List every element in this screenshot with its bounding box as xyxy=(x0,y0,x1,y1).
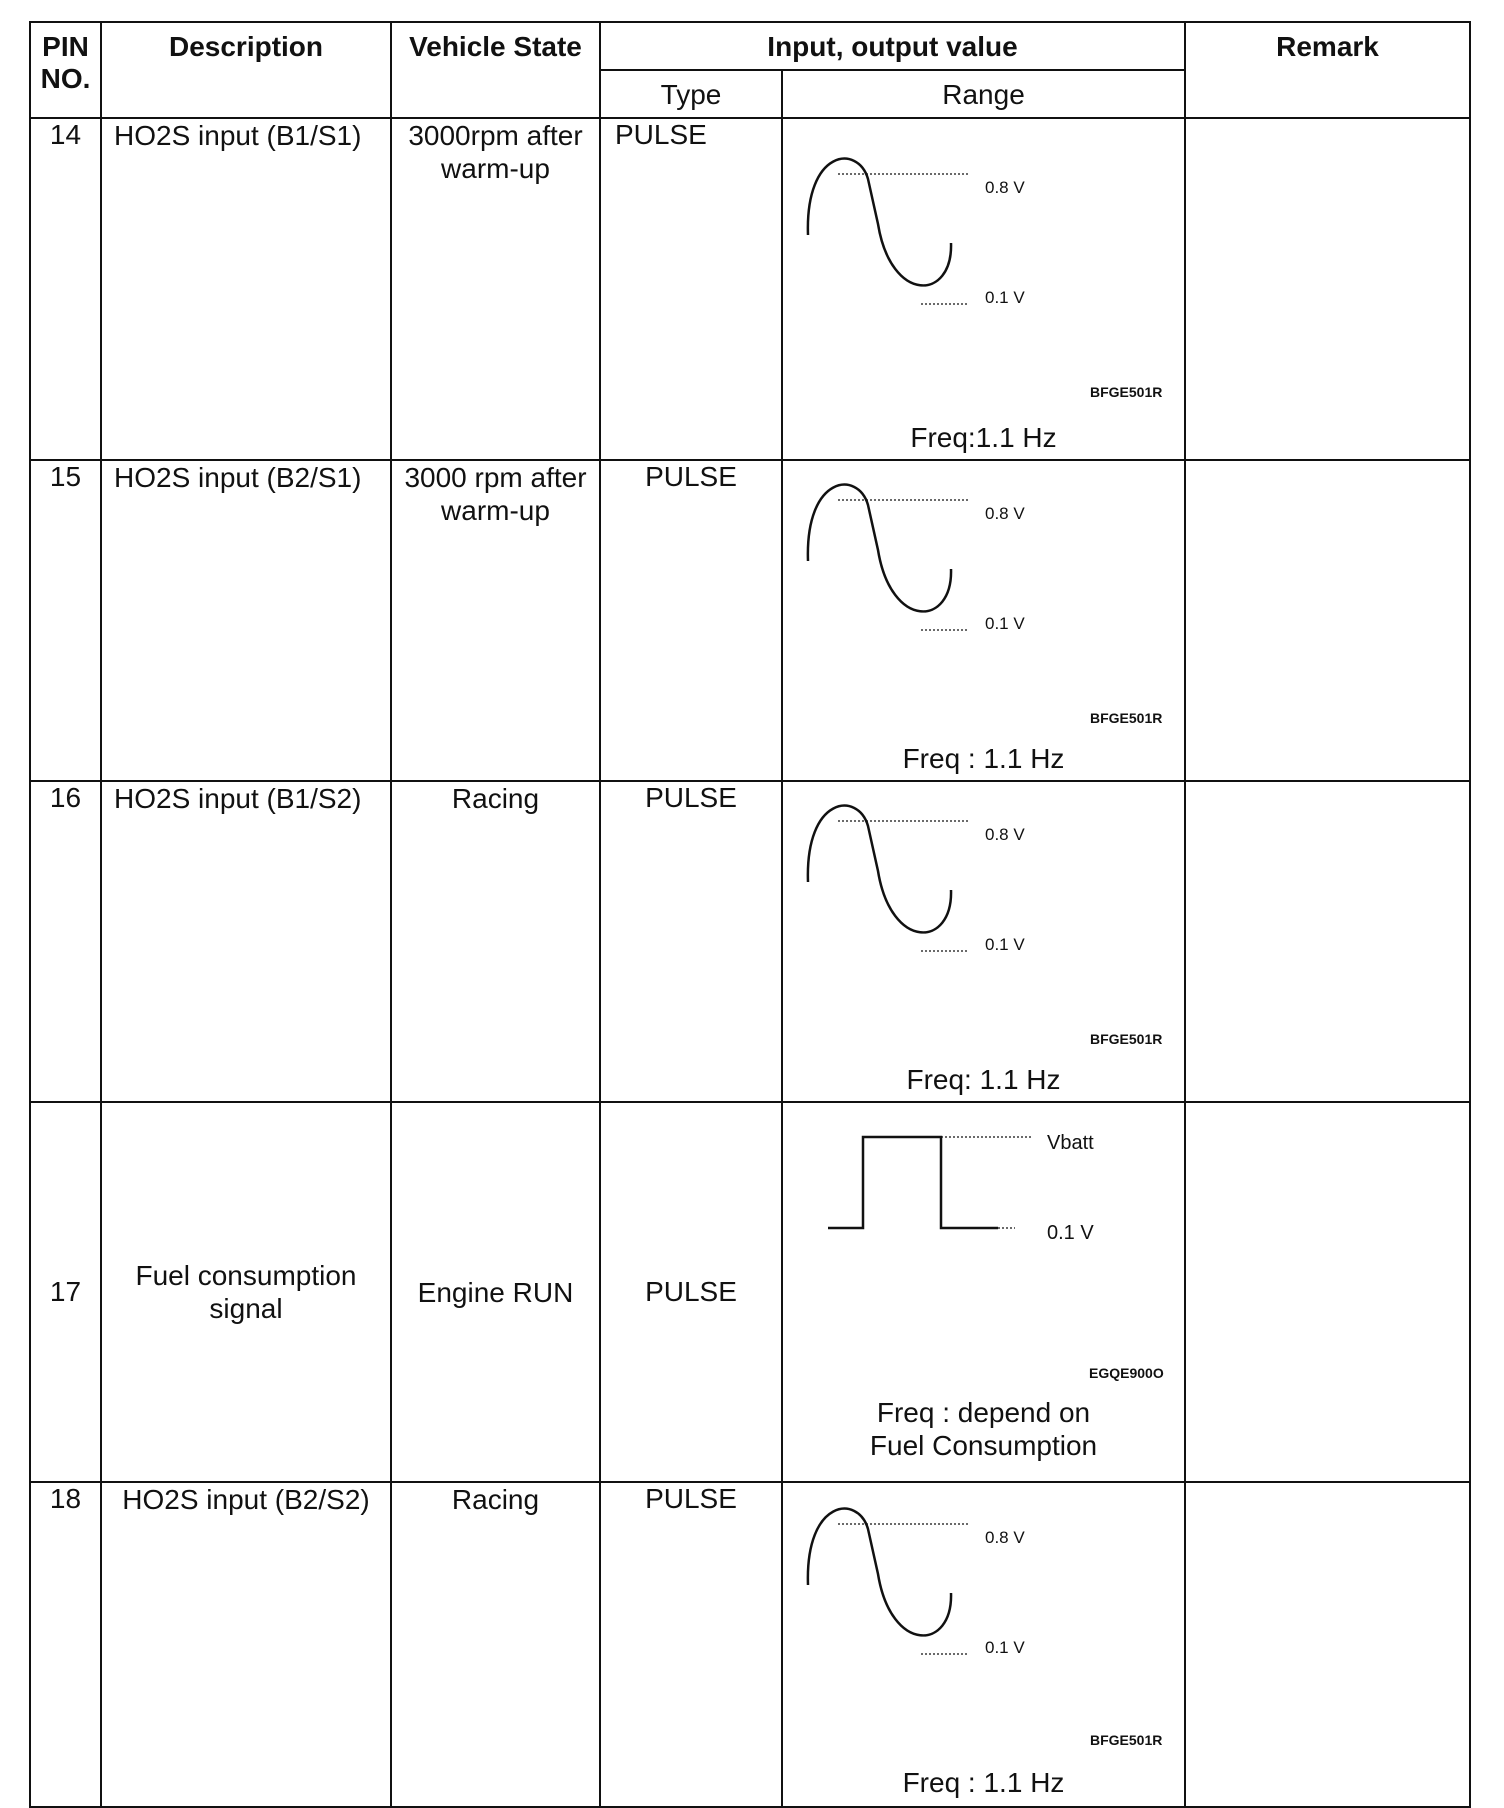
figure-code: BFGE501R xyxy=(1090,384,1163,400)
vehicle-state-cell: 3000 rpm after warm-up xyxy=(391,460,600,781)
high-voltage-label: 0.8 V xyxy=(985,825,1025,844)
figure-code: BFGE501R xyxy=(1090,1732,1163,1748)
remark-cell xyxy=(1185,781,1470,1102)
table-row xyxy=(30,1102,1470,1482)
pin-number: 15 xyxy=(30,460,101,781)
header-remark: Remark xyxy=(1185,22,1470,118)
header-type: Type xyxy=(600,70,782,118)
type-cell: PULSE xyxy=(600,781,782,1102)
pin-table xyxy=(29,21,1471,1808)
header-range: Range xyxy=(782,70,1185,118)
vehicle-state-cell: Racing xyxy=(391,781,600,1102)
range-cell xyxy=(782,781,1185,1102)
low-voltage-label: 0.1 V xyxy=(985,1638,1025,1657)
figure-code: BFGE501R xyxy=(1090,1031,1163,1047)
type-cell: PULSE xyxy=(600,118,782,460)
frequency-text: Freq : 1.1 Hz xyxy=(902,743,1065,774)
sine-waveform xyxy=(783,782,1186,1103)
pin-number: 14 xyxy=(30,118,101,460)
sine-waveform xyxy=(783,119,1186,461)
header-vehicle-state: Vehicle State xyxy=(391,22,600,118)
low-voltage-label: 0.1 V xyxy=(985,614,1025,633)
high-voltage-label: 0.8 V xyxy=(985,178,1025,197)
figure-code: BFGE501R xyxy=(1090,710,1163,726)
table-row xyxy=(30,781,1470,1102)
pin-number: 18 xyxy=(30,1482,101,1807)
type-cell: PULSE xyxy=(600,1482,782,1807)
frequency-text: Fuel Consumption xyxy=(869,1430,1098,1461)
range-cell xyxy=(782,118,1185,460)
high-voltage-label: 0.8 V xyxy=(985,1528,1025,1547)
table-row xyxy=(30,1482,1470,1807)
pin-number: 16 xyxy=(30,781,101,1102)
frequency-text: Freq : 1.1 Hz xyxy=(902,1767,1065,1798)
low-voltage-label: 0.1 V xyxy=(985,935,1025,954)
range-cell xyxy=(782,1102,1185,1482)
range-cell xyxy=(782,1482,1185,1807)
description-cell: Fuel consumption signal xyxy=(101,1102,391,1482)
vehicle-state-cell: Engine RUN xyxy=(391,1102,600,1482)
type-cell: PULSE xyxy=(600,1102,782,1482)
type-cell: PULSE xyxy=(600,460,782,781)
range-cell xyxy=(782,460,1185,781)
vehicle-state-cell: Racing xyxy=(391,1482,600,1807)
header-io-value: Input, output value xyxy=(600,22,1185,70)
header-description: Description xyxy=(101,22,391,118)
remark-cell xyxy=(1185,1482,1470,1807)
sine-waveform xyxy=(783,1483,1186,1808)
figure-code: EGQE900O xyxy=(1089,1365,1164,1381)
vehicle-state-cell: 3000rpm after warm-up xyxy=(391,118,600,460)
remark-cell xyxy=(1185,1102,1470,1482)
frequency-text: Freq: 1.1 Hz xyxy=(906,1064,1061,1095)
high-voltage-label: 0.8 V xyxy=(985,504,1025,523)
pin-number: 17 xyxy=(30,1102,101,1482)
low-voltage-label: 0.1 V xyxy=(1047,1222,1094,1244)
remark-cell xyxy=(1185,460,1470,781)
low-voltage-label: 0.1 V xyxy=(985,288,1025,307)
table-row xyxy=(30,460,1470,781)
header-pin-no: PIN NO. xyxy=(30,22,101,118)
high-voltage-label: Vbatt xyxy=(1047,1132,1094,1154)
sine-waveform xyxy=(783,461,1186,782)
table-row xyxy=(30,118,1470,460)
frequency-text: Freq : depend on xyxy=(876,1397,1091,1428)
description-cell: HO2S input (B2/S1) xyxy=(101,460,391,781)
description-cell: HO2S input (B2/S2) xyxy=(101,1482,391,1807)
remark-cell xyxy=(1185,118,1470,460)
description-cell: HO2S input (B1/S2) xyxy=(101,781,391,1102)
frequency-text: Freq:1.1 Hz xyxy=(910,422,1057,453)
description-cell: HO2S input (B1/S1) xyxy=(101,118,391,460)
